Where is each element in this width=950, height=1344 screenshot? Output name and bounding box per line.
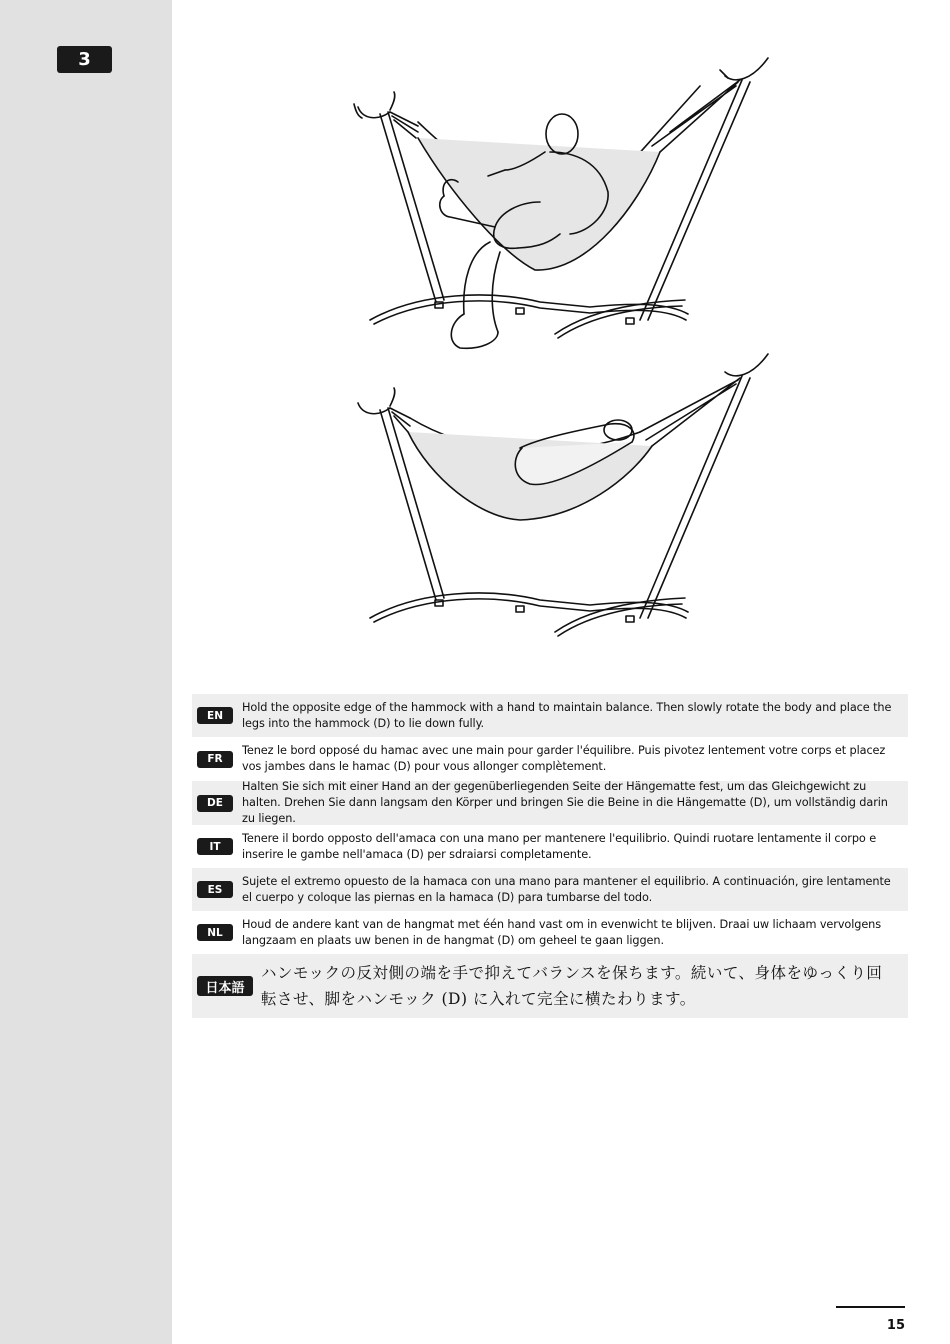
- hammock-lying-illustration: [340, 348, 780, 646]
- instruction-text: Halten Sie sich mit einer Hand an der gegenüberliegenden Seite der Hängematte fest, um das Gleichgewicht zu halten. Drehen Sie dann langsam den Körper und bringen Sie die Beine in die Hängematte (D), um vollständig darin zu liegen.: [242, 780, 888, 825]
- instructions-block: [192, 694, 908, 1018]
- instruction-text: Tenez le bord opposé du hamac avec une main pour garder l'équilibre. Puis pivotez lentement votre corps et placez vos jambes dans le hamac (D) pour vous allonger complètement.: [242, 744, 886, 773]
- instruction-row-it: [192, 825, 908, 868]
- language-badge: NL: [197, 924, 233, 941]
- language-badge: ES: [197, 881, 233, 898]
- instruction-row-es: [192, 868, 908, 911]
- sidebar: [0, 0, 172, 1344]
- language-badge: 日本語: [197, 976, 253, 996]
- instruction-row-nl: [192, 911, 908, 954]
- hammock-sitting-illustration: [340, 52, 780, 362]
- instruction-text: Houd de andere kant van de hangmat met één hand vast om in evenwicht te blijven. Draai uw lichaam vervolgens langzaam en plaats uw benen in de hangmat (D) om geheel te gaan liggen.: [242, 917, 882, 947]
- instruction-text: Tenere il bordo opposto dell'amaca con una mano per mantenere l'equilibrio. Quindi ruotare lentamente il corpo e inserire le gambe nell'amaca (D) per sdraiarsi completamente.: [242, 831, 877, 861]
- language-badge: DE: [197, 795, 233, 812]
- instruction-row-en: [192, 694, 908, 737]
- instruction-row-de: [192, 781, 908, 825]
- instruction-row-ja: [192, 954, 908, 1018]
- footer-rule: [836, 1306, 905, 1308]
- instruction-text: Sujete el extremo opuesto de la hamaca con una mano para mantener el equilibrio. A continuación, gire lentamente el cuerpo y coloque las piernas en la hamaca (D) para tumbarse del todo.: [242, 874, 891, 904]
- language-badge: FR: [197, 751, 233, 768]
- page-number: 15: [886, 1318, 905, 1333]
- instruction-row-fr: [192, 737, 908, 781]
- language-badge: IT: [197, 838, 233, 855]
- instruction-text: ハンモックの反対側の端を手で抑えてバランスを保ちます。続いて、身体をゆっくり回転させ、脚をハンモック (D) に入れて完全に横たわります。: [261, 964, 883, 1008]
- step-number-badge: 3: [57, 46, 112, 73]
- instruction-text: Hold the opposite edge of the hammock with a hand to maintain balance. Then slowly rotate the body and place the legs into the hammock (D) to lie down fully.: [242, 700, 892, 730]
- language-badge: EN: [197, 707, 233, 724]
